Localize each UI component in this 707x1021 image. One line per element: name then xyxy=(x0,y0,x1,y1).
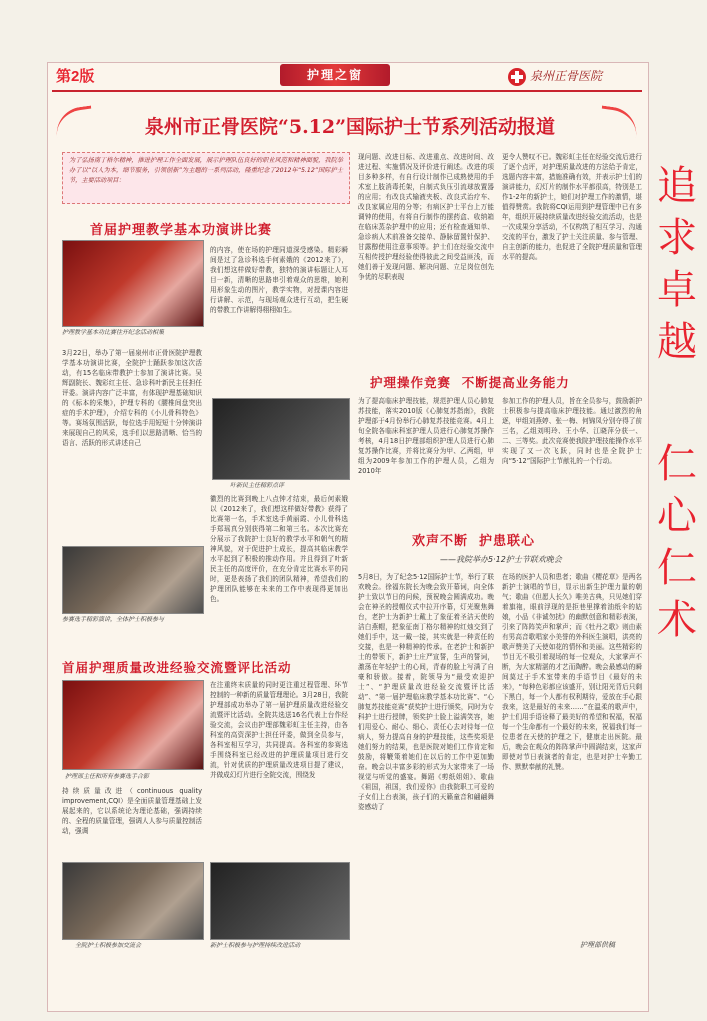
section4-right-text: 在场的医护人员和患者；歌曲《樱花草》是两名新护士演唱的节目，显示出新生护理力量的朝气；歌曲《但愿人长久》唯美古典，只见她们穿着旗袍，眼前浮现的是拒巷里撑着油纸伞的姑娘，小品《非诚勿扰》的幽默创意和精彩表演，引来了阵阵笑声和掌声；而《牡丹之歌》则由素有男高音歌唱家小美誉的外科医生演唱，洪亮的歌声赞美了天使如花的情怀和美丽。这些精彩的节目无不吸引着现场的每一位观众，大家掌声不断，为大家精湛的才艺而陶醉。晚会最感动的瞬间莫过于手术室带来的手语节目《最好的未来》，“每种色彩都应该盛开，别让阳光背后只剩下黑白，每一个人都有权利期待，爱放在手心跟我来，这是最好的未来……”在温柔的歌声中，护士们用手语诠释了最美好的希望和祝福，祝福每一个生命都有一个最好的未来，祝福我们每一位患者在天使的护理之下，健康走出医院。最后，晚会在观众的阵阵掌声中圆满结束，这家声即使对节日表演者的肯定，也是对护士辛勤工作、默默奉献的礼赞。 xyxy=(502,573,642,771)
hospital-logo xyxy=(508,68,526,86)
photo-teaching-competition xyxy=(62,240,204,327)
section3-right-text: 参加工作的护理人员，旨在全员参与，鼓励新护士积极参与提高临床护理技能。通过激烈的角逐，甲组刘燕婷、张一梅、何锦凤分别夺得了前三名，乙组刘明玲、王小华、江晓萍分获一、二、三等奖。此次竞赛使我院护理技能操作水平实现了又一次飞跃，同时也是全院护士向“5·12”国际护士节献礼的一个行动。 xyxy=(502,397,642,465)
photo-judge-comment xyxy=(212,398,350,480)
section2-title: 首届护理质量改进经验交流暨评比活动 xyxy=(62,660,292,675)
section2-left-text: 持续质量改进（continuous quality improvement,CQI）是全面质量管理基础上发展起来的，它以系统论为理论基础，强调持续的、全程的质量管理，强调人人参与质量控制活动，强调 xyxy=(62,787,202,835)
slogan-char: 仁 xyxy=(657,441,697,487)
intro-text: 为了弘扬南丁格尔精神，推进护理工作全面发展，展示护理队伍良好的职业风范和精神面貌，我院举办了以“以人为本，细节服务，引领创新”为主题的一系列活动，隆重纪念了2012年“5.12”国际护士节，主要活动项目： xyxy=(69,157,343,184)
section-title: 护理之窗 xyxy=(306,68,363,82)
section1-title: 首届护理教学基本功演讲比赛 xyxy=(90,223,273,238)
section1-left-text: 3月22日，举办了第一届泉州市正骨医院护理教学基本功演讲比赛，全院护士踊跃参加这次活动，有15名临床带教护士参加了演讲比赛。吴辉副院长、魏彩红主任、急诊科叶新民主任担任评委。演讲内容广泛丰富，有体现护理基础知识的《标本的采集》，护理专科的《腰椎间盘突出症的手术护理》，介绍专科的《小儿骨科特色》等。赛场氛围活跃，每位选手用短短十分钟演讲来展现自己的风采，选手们以思路清晰、恰当的语言、活跃的形式讲述自己 xyxy=(62,349,202,447)
section2-mid-text: 在注重终末质量的同时更注重过程管理、环节控制的一种新的质量管理理论。3月28日，我院护理部成功举办了第一届护理质量改进经验交流暨评比活动。全院共选送16名代表上台作经验交流，会议由护理部魏彩虹主任主持，由各科室的高资深护士担任评委，做到全员参与，各科室相互学习，共同提高。各科室的参赛选手围绕科室已经改进的护理质量项目进行交流，针对优质的护理质量改进项目提了建议，并做成幻灯片进行全院交流，围绕发 xyxy=(210,681,348,779)
signature: 护理部供稿 xyxy=(580,941,615,949)
slogan-char: 心 xyxy=(657,493,697,539)
photo5-caption: 全院护士积极参加交流会 xyxy=(75,942,142,949)
slogan-char: 仁 xyxy=(657,545,697,591)
photo6-caption: 新护士积极参与护理持续改进活动 xyxy=(210,942,301,949)
photo-group xyxy=(62,680,204,770)
right-column-1: 现问题、改进目标、改进重点、改进时间、改进过程、实施情况及评价进行阐述。改进的项目多种多样，有自行设计制作已成熟使用的手术室上肢消毒托架，自制式负压引流球放置器的应用；有改良式输液夹板、改良式治疗车、改良家属应用的分等；有病区护士平台上万能调钟的使用，有将自行制作的摆药盒、收纳箱在临床蒸杂护理中的应用；还有检查通知单、急诊病人术前准备交接单、静脉留置针保护、甘露醇使用注意事项等。护士们在经验交流中互相传授护理经验使得彼此之间受益匪浅，而她们善于发现问题、解决问题、立足岗位创先争优的尽职表现 xyxy=(358,153,494,281)
slogan-char: 卓 xyxy=(657,267,697,313)
header-rule xyxy=(52,90,642,92)
section-banner xyxy=(280,64,390,86)
photo-exchange-meeting xyxy=(62,862,204,940)
photo-new-nurses xyxy=(210,862,350,940)
main-title: 泉州市正骨医院“5.12”国际护士节系列活动报道 xyxy=(144,116,556,138)
section3-title: 护理操作竞赛 不断提高业务能力 xyxy=(370,375,570,390)
photo2-caption: 叶新民主任精彩点评 xyxy=(230,482,285,489)
photo1-caption: 护理教学基本功比赛往开纪念活动相集 xyxy=(62,329,165,336)
page-number: 第2版 xyxy=(56,68,95,85)
photo-contestants xyxy=(62,546,204,614)
slogan-char: 术 xyxy=(657,597,697,643)
logo-text: 泉州正骨医院 xyxy=(530,69,603,83)
slogan-char: 求 xyxy=(657,215,697,261)
section4-left-text: 5月8日，为了纪念5·12国际护士节，举行了联欢晚会。徐福东院长为晚会致开幕词，向全体护士致以节日的问候，预祝晚会圆满成功。晚会在神圣的授帽仪式中拉开序幕，灯光聚焦舞台，老护士为新护士戴上了象征着圣洁天使的洁白燕帽，把象征南丁格尔精神的红烛交到了她们手中，这一戴一接，其实就是一种责任的交接，也是一种精神的传承。在老护士和新护士的带领下，新护士庄严宣誓，生声的誓词，激荡在年轻护士的心间，青春的脸上写满了自豪和骄傲。接着，院领导为“最受欢迎护士”、“护理质量改进经验交流暨评比活动”、“第一届护理临床教学基本功比赛”、“心肺复苏技能竞赛”获奖护士进行颁奖，同时为专科护士进行授牌，领奖护士脸上溢满笑容，她们用爱心、耐心、细心、责任心去对待每一位病人，努力提高自身的护理技能，这些奖项是她们努力的结果，也是医院对她们工作肯定和鼓励，将鞭策着她们在以后的工作中更加勤奋。晚会以丰富多彩的形式为大家带来了一场视觉与听觉的盛宴。舞蹈《剪纸姐姐》、歌曲《祖国，祖国，我们爱你》由我院职工可爱的子女们上台表演，孩子们的天籁童音和翩翩舞姿感动了 xyxy=(358,573,494,811)
side-slogan xyxy=(652,160,702,646)
photo4-caption: 护理部主任和所有参赛选手合影 xyxy=(65,773,150,780)
intro-box xyxy=(62,152,350,204)
slogan-char: 越 xyxy=(657,319,697,365)
section3-left-text: 为了提高临床护理技能，规范护理人员心肺复苏技能，落实2010版《心肺复苏指南》，我院护理部于4月份举行心肺复苏技能竞赛。4月上旬全院各临床科室护理人员进行心肺复苏操作考核，4月18日护理部组织护理人员进行心肺复苏操作比赛，并将比赛分为甲、乙两组，甲组为2009年参加工作的护理人员，乙组为2010年 xyxy=(358,397,494,475)
section1-mid-text: 的内容，使在场的护理同道深受感染。精彩瞬间是过了急诊科选手何素娥的《2012来了》，我们想这样做好带教，独特的演讲标题让人耳目一新，清晰的思路串引着观众的思维，她利用形象生动的图片，教学实物，对授课内容进行讲解、示范，与现场观众进行互动，把生硬的带教工作讲解得栩栩如生。 xyxy=(210,246,348,314)
section4-title: 欢声不断 护患联心 xyxy=(412,534,536,549)
slogan-char: 追 xyxy=(657,163,697,209)
section4-subtitle: ——我院举办5·12护士节联欢晚会 xyxy=(440,555,562,564)
section1-mid-text2: 徽烈的比赛到晚上八点钟才结束，最后何素娥以《2012来了，我们想这样做好带教》获得了比赛第一名，手术室选手黄丽霞、小儿骨科选手郑瑶真分别获得第二和第三名。本次比赛充分展示了我院护士良好的教学水平和朝气的精神风貌，对于促进护士成长，提高其临床教学水平起到了积极的推动作用。并且得到了叶新民主任的高度评价，在充分肯定比赛水平的同时，更是表扬了我们的团队精神，希望我们的护理团队能够在未来的工作中表现得更加出色。 xyxy=(210,495,348,603)
right-column-2: 更令人赞叹不已。魏彩虹主任在经验交流后进行了逐个点评，对护理质量改进的方法给予肯定，选题内容丰富，措施准确有效，并表示护士们的演讲能力，幻灯片的制作水平都很高，特别是工作1-2年的新护士，她们对护理工作的激情，堪值得赞赏。我院将CQI运用到护理管理中已有多年，组织开展持续质量改进经验交流活动，也是一次成果分享活动，不仅构筑了相互学习、沟通交流的平台，激发了护士关注质量、参与管理、自主创新的能力，也促进了全院护理质量和管理水平的提高。 xyxy=(502,153,642,261)
photo3-caption: 参赛选手精彩演讲，全体护士积极参与 xyxy=(62,616,165,623)
